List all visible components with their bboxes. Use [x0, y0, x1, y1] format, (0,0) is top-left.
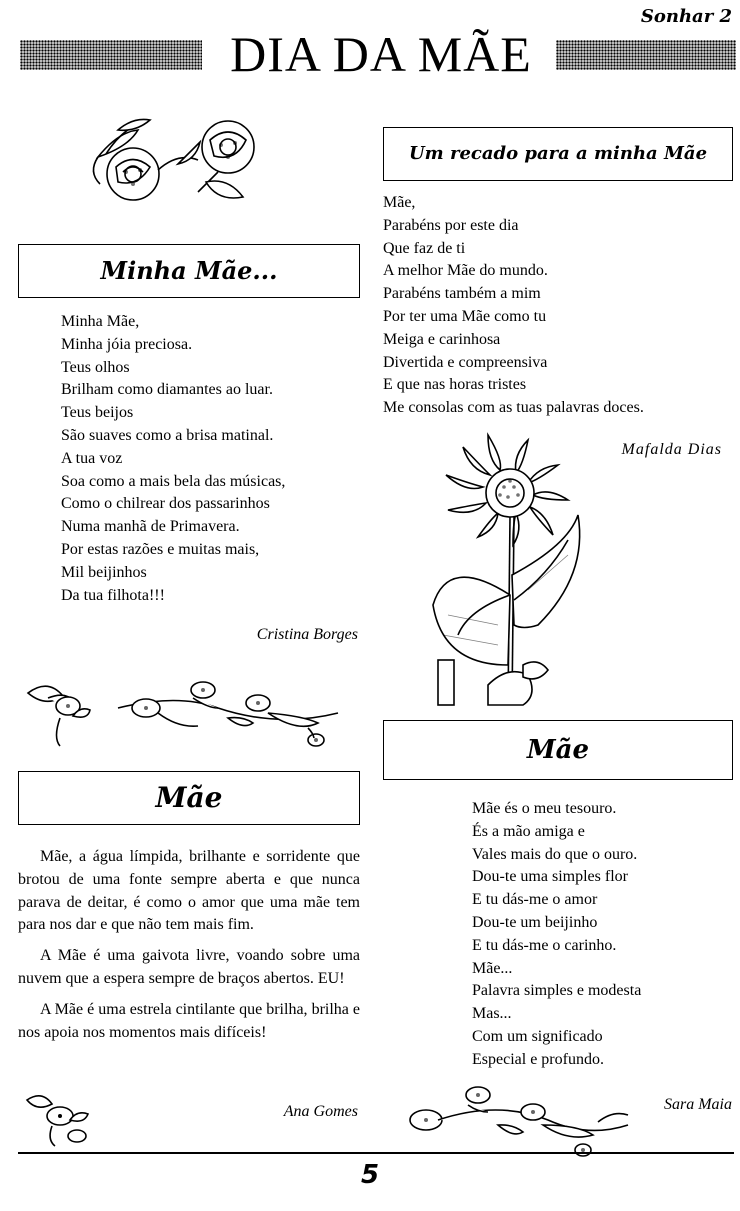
- sunflower-icon: [428, 425, 593, 705]
- prose-heading-mae: Mãe: [18, 771, 360, 825]
- author-ana-gomes: Ana Gomes: [283, 1103, 358, 1120]
- poem-recado: [383, 192, 644, 420]
- poem-line: Palavra simples e modesta: [472, 982, 642, 1000]
- poem-line: Parabéns também a mim: [383, 285, 541, 303]
- poem-line: Soa como a mais bela das músicas,: [61, 472, 286, 490]
- poem-line: Especial e profundo.: [472, 1050, 604, 1068]
- poem-line: És a mão amiga e: [472, 822, 585, 840]
- prose-paragraph: A Mãe é uma estrela cintilante que brilha, brilha e nos apoia nos momentos mais difíceis!: [18, 1000, 360, 1041]
- poem-line: A melhor Mãe do mundo.: [383, 262, 548, 280]
- poem-line: Divertida e compreensiva: [383, 353, 548, 371]
- poem-line: Mil beijinhos: [61, 563, 147, 581]
- poem-line: Dou-te uma simples flor: [472, 868, 628, 886]
- poem-line: Mas...: [472, 1005, 512, 1023]
- magazine-label: Sonhar 2: [640, 6, 732, 27]
- poem-line: Com um significado: [472, 1027, 603, 1045]
- page-number: 5: [360, 1160, 380, 1190]
- poem-line: Dou-te um beijinho: [472, 913, 598, 931]
- poem-line: Brilham como diamantes ao luar.: [61, 381, 273, 399]
- poem-line: Meiga e carinhosa: [383, 330, 501, 348]
- rose-flowers-icon: [78, 112, 278, 222]
- poem-line: Mãe,: [383, 194, 416, 211]
- poem-line: E tu dás-me o carinho.: [472, 936, 617, 954]
- title-bar: [20, 28, 736, 80]
- poem-heading-mae: Mãe: [383, 720, 733, 780]
- poem-heading-minha-mae: Minha Mãe...: [18, 244, 360, 298]
- poem-heading-recado: Um recado para a minha Mãe: [383, 127, 733, 181]
- poem-line: Vales mais do que o ouro.: [472, 845, 638, 863]
- poem-line: Me consolas com as tuas palavras doces.: [383, 399, 644, 417]
- footer-divider: [18, 1152, 734, 1154]
- page-title: DIA DA MÃE: [230, 26, 532, 82]
- poem-line: E que nas horas tristes: [383, 376, 527, 394]
- prose-paragraph: A Mãe é uma gaivota livre, voando sobre uma nuvem que a espera sempre de braços abertos. EU!: [18, 947, 360, 987]
- author-mafalda-dias: Mafalda Dias: [621, 441, 722, 458]
- poem-mae: [472, 798, 641, 1072]
- poem-line: Por ter uma Mãe como tu: [383, 307, 547, 325]
- poem-line: Minha jóia preciosa.: [61, 335, 193, 353]
- title-pattern-right: [556, 40, 736, 70]
- poem-line: Parabéns por este dia: [383, 216, 519, 234]
- poem-line: Mãe és o meu tesouro.: [472, 800, 617, 817]
- author-cristina-borges: Cristina Borges: [256, 626, 358, 643]
- poem-line: Mãe...: [472, 959, 513, 977]
- poem-line: Da tua filhota!!!: [61, 586, 165, 604]
- poem-line: Por estas razões e muitas mais,: [61, 540, 260, 558]
- prose-mae: [18, 846, 360, 1052]
- title-pattern-left: [20, 40, 202, 70]
- poem-line: A tua voz: [61, 449, 123, 467]
- poem-line: Numa manhã de Primavera.: [61, 518, 240, 536]
- poem-line: São suaves como a brisa matinal.: [61, 426, 274, 444]
- flower-sprig-icon: [22, 1090, 102, 1150]
- poem-line: Como o chilrear dos passarinhos: [61, 495, 270, 513]
- poem-minha-mae: [61, 311, 285, 607]
- poem-line: Que faz de ti: [383, 239, 466, 257]
- poem-line: Minha Mãe,: [61, 313, 140, 330]
- prose-paragraph: Mãe, a água límpida, brilhante e sorridente que brotou de uma fonte sempre aberta e que nunca parava de deitar, é como o amor que uma mãe tem para nos dar e que não tem mais fim.: [18, 848, 360, 934]
- poem-line: Teus beijos: [61, 404, 134, 422]
- poem-line: Teus olhos: [61, 358, 130, 376]
- flower-vine-icon: [18, 668, 348, 753]
- author-sara-maia: Sara Maia: [664, 1096, 732, 1113]
- poem-line: E tu dás-me o amor: [472, 891, 598, 909]
